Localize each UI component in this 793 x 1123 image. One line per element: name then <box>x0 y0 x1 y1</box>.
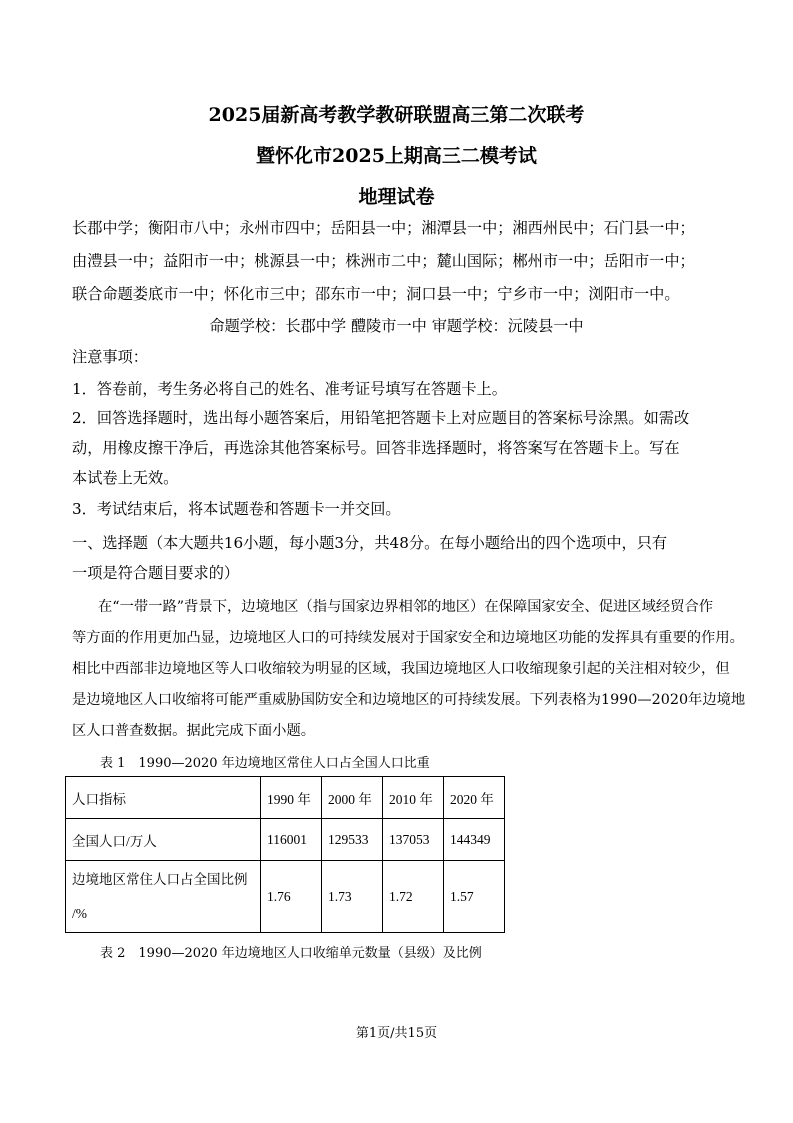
schools-line-3: 联合命题娄底市一中；怀化市三中；邵东市一中；洞口县一中；宁乡市一中；浏阳市一中。 <box>72 285 680 303</box>
table-row <box>66 819 505 861</box>
subject-title: 地理试卷 <box>358 186 435 208</box>
table-row <box>66 861 505 933</box>
exam-title-line2: 暨怀化市2025上期高三二模考试 <box>256 145 537 167</box>
table-cell: 1.57 <box>444 861 505 933</box>
passage-line-2: 等方面的作用更加凸显，边境地区人口的可持续发展对于国家安全和边境地区功能的发挥具有重要的作用。 <box>72 630 744 646</box>
table-header-cell: 2000 年 <box>322 777 383 819</box>
notice-item-2-line-1: 2．回答选择题时，选出每小题答案后，用铅笔把答题卡上对应题目的答案标号涂黑。如需改 <box>72 409 690 427</box>
population-table <box>65 776 505 933</box>
row-label-line-2: /% <box>72 905 87 921</box>
table-cell: 144349 <box>444 819 505 861</box>
notice-heading: 注意事项： <box>72 348 148 366</box>
table-header-row <box>66 777 505 819</box>
notice-item-2-line-3: 本试卷上无效。 <box>72 469 179 487</box>
table-cell: 全国人口/万人 <box>66 819 261 861</box>
table-cell: 1.76 <box>261 861 322 933</box>
proposition-schools: 命题学校：长郡中学 醴陵市一中 审题学校：沅陵县一中 <box>209 317 584 335</box>
table-cell <box>66 861 261 933</box>
table-header-cell: 2020 年 <box>444 777 505 819</box>
row-label-line-1: 边境地区常住人口占全国比例 <box>72 871 248 887</box>
notice-item-1: 1．答卷前，考生务必将自己的姓名、准考证号填写在答题卡上。 <box>72 380 507 398</box>
passage-line-5: 区人口普查数据。据此完成下面小题。 <box>72 723 316 739</box>
table-header-cell: 人口指标 <box>66 777 261 819</box>
page-number: 第1页/共15页 <box>355 1026 438 1041</box>
table-cell: 129533 <box>322 819 383 861</box>
table-cell: 116001 <box>261 819 322 861</box>
table-cell: 137053 <box>383 819 444 861</box>
table-cell: 1.73 <box>322 861 383 933</box>
table-header-cell: 1990 年 <box>261 777 322 819</box>
section-heading-line-1: 一、选择题（本大题共16小题，每小题3分，共48分。在每小题给出的四个选项中，只有 <box>72 534 668 552</box>
table-header-cell: 2010 年 <box>383 777 444 819</box>
passage-line-3: 相比中西部非边境地区等人口收缩较为明显的区域，我国边境地区人口收缩现象引起的关注相对较少，但 <box>72 661 730 677</box>
table-cell: 1.72 <box>383 861 444 933</box>
section-heading-line-2: 一项是符合题目要求的） <box>72 564 240 582</box>
passage-line-4: 是边境地区人口收缩将可能严重威胁国防安全和边境地区的可持续发展。下列表格为1990—2020年边境地 <box>72 692 746 708</box>
notice-item-3: 3．考试结束后，将本试题卷和答题卡一并交回。 <box>72 500 401 518</box>
notice-item-2-line-2: 动，用橡皮擦干净后，再选涂其他答案标号。回答非选择题时，将答案写在答题卡上。写在 <box>72 439 680 457</box>
table-2-caption: 表 2 1990—2020 年边境地区人口收缩单元数量（县级）及比例 <box>100 946 482 961</box>
exam-title-line1: 2025届新高考教学教研联盟高三第二次联考 <box>208 104 585 126</box>
schools-line-2: 由澧县一中；益阳市一中；桃源县一中；株洲市二中；麓山国际；郴州市一中；岳阳市一中； <box>72 252 695 270</box>
table-1-caption: 表 1 1990—2020 年边境地区常住人口占全国人口比重 <box>100 756 430 771</box>
passage-line-1: 在“一带一路”背景下，边境地区（指与国家边界相邻的地区）在保障国家安全、促进区域经贸合作 <box>98 599 714 615</box>
schools-line-1: 长郡中学；衡阳市八中；永州市四中；岳阳县一中；湘潭县一中；湘西州民中；石门县一中； <box>72 219 695 237</box>
